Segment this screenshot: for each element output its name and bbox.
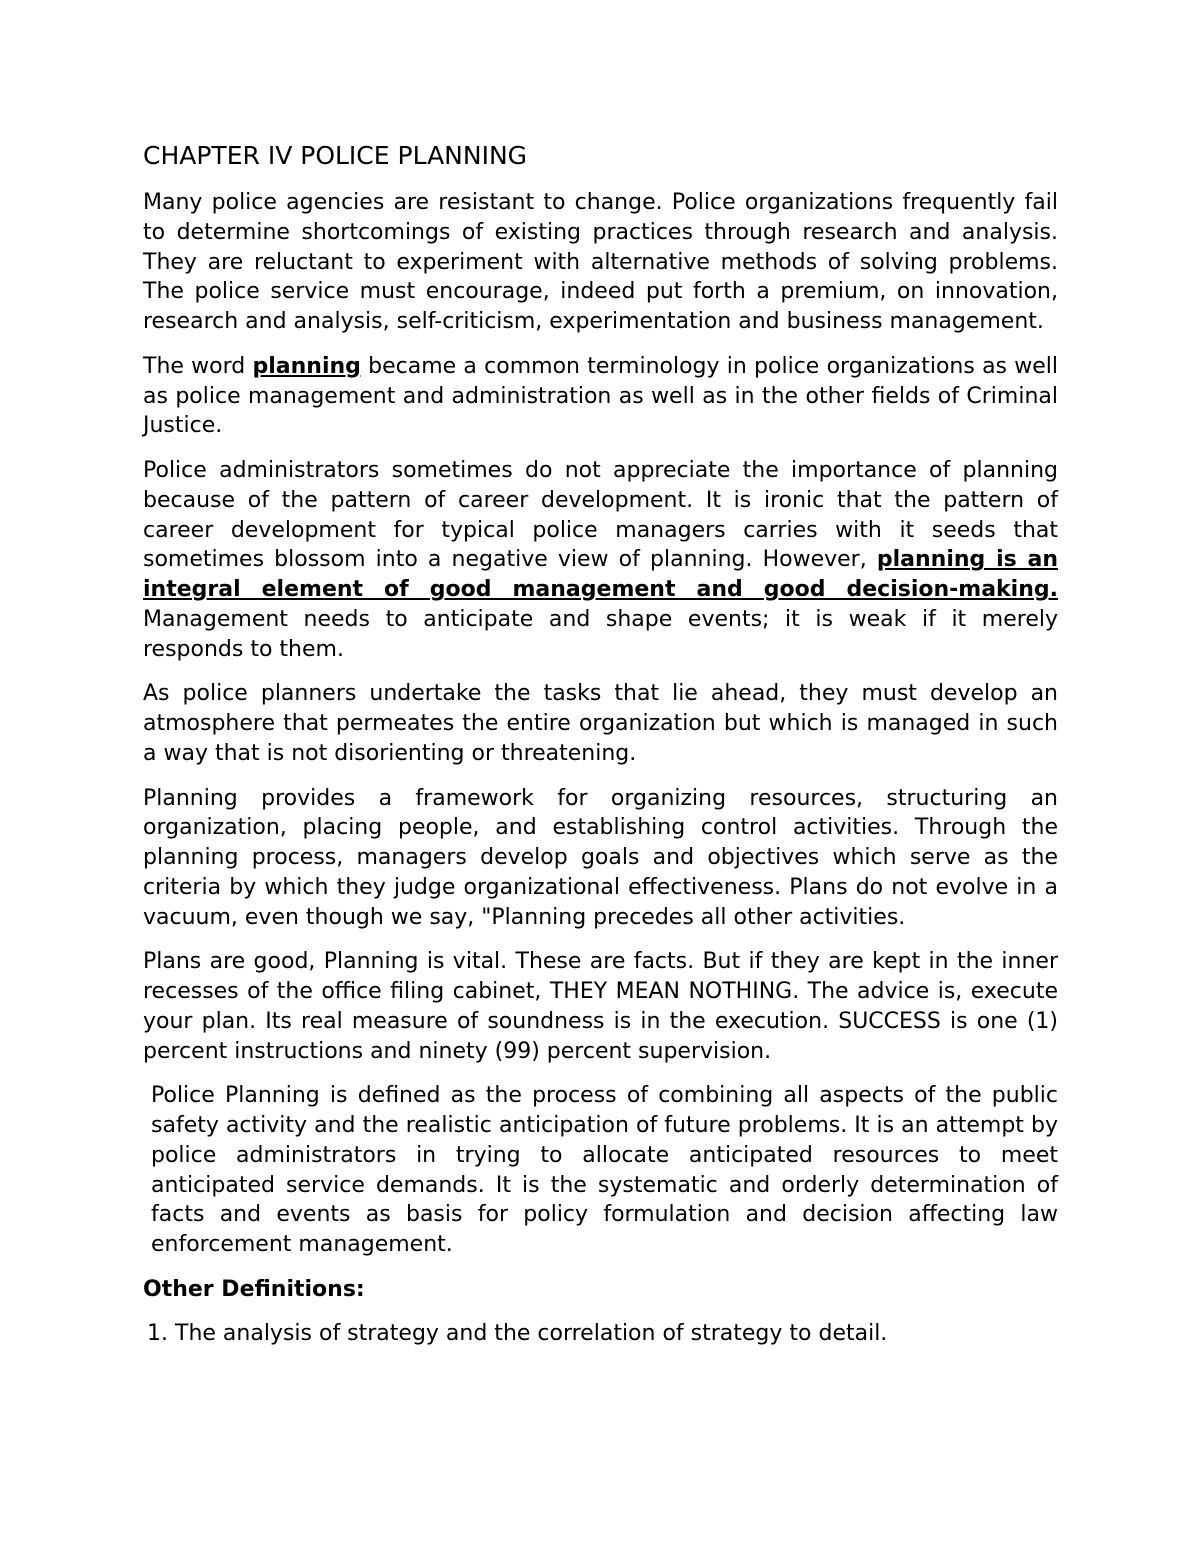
paragraph-planning-term xyxy=(143,352,1058,441)
other-definitions-heading: Other Definitions: xyxy=(143,1276,365,1302)
planning-term: planning xyxy=(252,353,361,379)
paragraph-text: Management needs to anticipate and shape events; it is weak if it merely responds to them. xyxy=(143,606,1058,662)
paragraph-police-planning-definition: Police Planning is defined as the process of combining all aspects of the public safety activity and the realistic anticipation of future problems. It is an attempt by police administrators in trying to allocate anticipated resources to meet anticipated service demands. It is the systematic and orderly determination of facts and events as basis for policy formulation and decision affecting law enforcement management. xyxy=(151,1083,1058,1258)
list-item-number: 1. xyxy=(147,1321,168,1347)
paragraph-resistance-to-change: Many police agencies are resistant to change. Police organizations frequently fail to determine shortcomings of existing practices through research and analysis. They are reluctant to experiment with alternative methods of solving problems. The police service must encourage, indeed put forth a premium, on innovation, research and analysis, self-criticism, experimentation and business management. xyxy=(143,190,1058,335)
paragraph-text: became a common terminology in police organizations as well as police management and administration as well as in the other fields of Criminal Justice. xyxy=(143,353,1059,439)
emphasis-statement: planning is an integral element of good management and good decision-making. xyxy=(143,547,1059,603)
paragraph-framework: Planning provides a framework for organizing resources, structuring an organization, placing people, and establishing control activities. Through the planning process, managers develop goals and objectives which serve as the criteria by which they judge organizational effectiveness. Plans do not evolve in a vacuum, even though we say, "Planning precedes all other activities. xyxy=(143,785,1058,930)
document-page xyxy=(143,138,1058,1349)
paragraph-administrators xyxy=(143,456,1058,665)
paragraph-plans-are-good: Plans are good, Planning is vital. These are facts. But if they are kept in the inner recesses of the office filing cabinet, THEY MEAN NOTHING. The advice is, execute your plan. Its real measure of soundness is in the execution. SUCCESS is one (1) percent instructions and ninety (99) percent supervision. xyxy=(143,949,1058,1064)
definitions-list xyxy=(143,1319,1058,1349)
paragraph-text: The word xyxy=(143,353,253,379)
list-item-text: The analysis of strategy and the correlation of strategy to detail. xyxy=(175,1321,888,1347)
paragraph-text: Police administrators sometimes do not appreciate the importance of planning because of the pattern of career development. It is ironic that the pattern of career development for typical police managers carries with it seeds that sometimes blossom into a negative view of planning. However, xyxy=(143,457,1058,573)
paragraph-planners: As police planners undertake the tasks that lie ahead, they must develop an atmosphere that permeates the entire organization but which is managed in such a way that is not disorienting or threatening. xyxy=(143,681,1058,766)
list-item xyxy=(143,1319,1058,1349)
chapter-title: CHAPTER IV POLICE PLANNING xyxy=(143,141,528,170)
